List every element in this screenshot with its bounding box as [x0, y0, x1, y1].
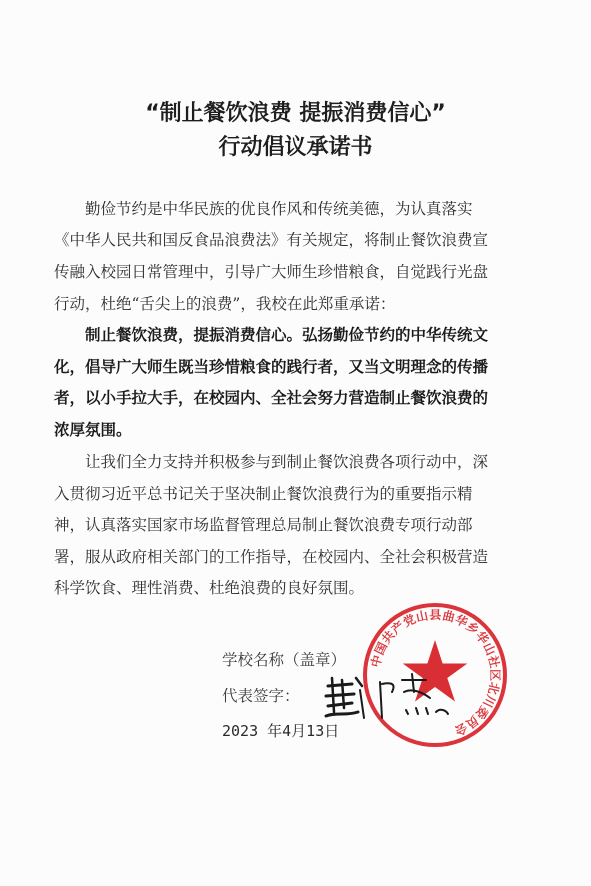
document-title-line-2: 行动倡议承诺书 [218, 135, 373, 160]
school-name-label: 学校名称（盖章） [222, 651, 347, 669]
handwritten-signature [322, 672, 452, 722]
document-page: “制止餐饮浪费 提振消费信心” 行动倡议承诺书 勤俭节约是中华民族的优良作风和传统美德，为认真落实 《中华人民共和国反食品浪费法》有关规定，将制止餐饮浪费宣 传融入校园日常管理中，引导广大师生珍惜粮食，自觉践行光盘 行动，杜绝“舌尖上的浪费”，我校在此郑重承诺： 制止餐饮浪费，提振消费信心。弘扬勤俭节约的中华传统文 化，倡导广大师生既当珍惜粮食的践行者，又当文明理念的传播 者，以小手拉大手，在校园内、全社会努力营造制止餐饮浪费的 浓厚氛围。 让我们全力支持并积极参与到制止餐饮浪费各项行动中，深 入贯彻习近平总书记关于坚决制止餐饮浪费行为的重要指示精 神，认真落实国家市场监督管理总局制止餐饮浪费专项行动部 署，服从政府相关部门的工作指导，在校园内、全社会积极营造 科学饮食、理性消费、杜绝浪费的良好氛围。 中国共产党山县曲华乡华山社区北川委员会 学校名称（盖章） 代表签字： 2023 年4月13日 [0, 0, 591, 886]
document-title-line-1: “制止餐饮浪费 提振消费信心” [145, 101, 446, 126]
representative-signature-label: 代表签字： [222, 687, 300, 705]
signing-date: 2023 年4月13日 [222, 722, 340, 740]
seal-ring-text: 中国共产党山县曲华乡华山社区北川委员会 [368, 607, 503, 739]
